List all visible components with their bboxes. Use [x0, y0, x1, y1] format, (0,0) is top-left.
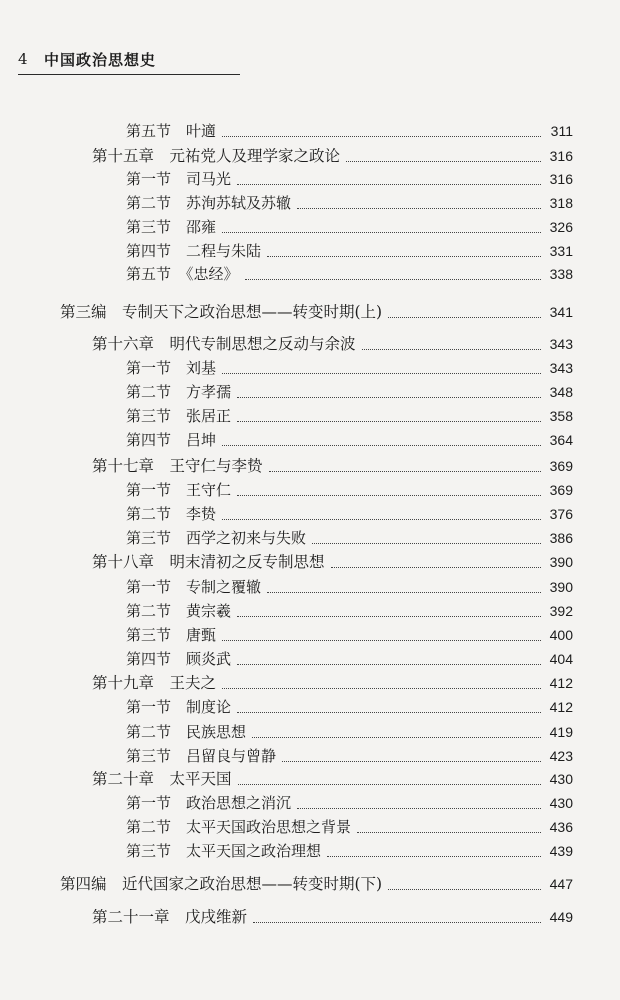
toc-entry-page: 358 — [549, 408, 573, 424]
toc-entry-label: 第四节 吕坤 — [126, 431, 217, 449]
dot-leader — [237, 184, 541, 185]
toc-entry-page: 316 — [549, 171, 573, 187]
toc-entry-page: 341 — [549, 304, 573, 320]
toc-entry-page: 376 — [549, 506, 573, 522]
dot-leader — [297, 208, 541, 209]
toc-entry-label: 第二节 黄宗羲 — [126, 602, 232, 620]
toc-entry-page: 338 — [549, 266, 573, 282]
book-title: 中国政治思想史 — [44, 51, 157, 69]
toc-entry-label: 第二节 方孝孺 — [126, 383, 232, 401]
toc-entry-page: 348 — [549, 384, 573, 400]
toc-section-entry — [126, 599, 573, 623]
toc-entry-label: 第三节 西学之初来与失败 — [126, 529, 307, 547]
toc-section-entry — [126, 167, 573, 191]
toc-entry-label: 第四节 二程与朱陆 — [126, 242, 262, 260]
dot-leader — [312, 543, 541, 544]
toc-chapter-entry — [92, 550, 573, 574]
toc-entry-page: 423 — [549, 748, 573, 764]
toc-entry-page: 364 — [549, 432, 573, 448]
dot-leader — [222, 232, 541, 233]
toc-section-entry — [126, 191, 573, 215]
toc-chapter-entry — [92, 671, 573, 695]
toc-part-entry — [60, 300, 573, 324]
toc-section-entry — [126, 815, 573, 839]
dot-leader — [222, 519, 541, 520]
dot-leader — [237, 495, 541, 496]
toc-chapter-entry — [92, 767, 573, 791]
toc-entry-page: 404 — [549, 651, 573, 667]
toc-section-entry — [126, 239, 573, 263]
toc-section-entry — [126, 647, 573, 671]
toc-entry-page: 436 — [549, 819, 573, 835]
dot-leader — [297, 808, 541, 809]
toc-entry-label: 第二节 苏洵苏轼及苏辙 — [126, 194, 292, 212]
running-header — [18, 46, 240, 75]
toc-entry-label: 第五节 《忠经》 — [126, 265, 239, 283]
dot-leader — [269, 471, 541, 472]
toc-entry-label: 第一节 专制之覆辙 — [126, 578, 262, 596]
toc-entry-label: 第十六章 明代专制思想之反动与余波 — [92, 335, 356, 353]
dot-leader — [282, 761, 541, 762]
toc-part-entry — [60, 872, 573, 896]
toc-entry-label: 第十五章 元祐党人及理学家之政论 — [92, 147, 341, 165]
dot-leader — [245, 279, 541, 280]
toc-entry-label: 第四节 顾炎武 — [126, 650, 232, 668]
toc-section-entry — [126, 262, 573, 286]
toc-section-entry — [126, 428, 573, 452]
toc-entry-page: 447 — [549, 876, 573, 892]
toc-entry-label: 第二十章 太平天国 — [92, 770, 232, 788]
toc-entry-page: 439 — [549, 843, 573, 859]
dot-leader — [222, 373, 541, 374]
toc-chapter-entry — [92, 332, 573, 356]
toc-section-entry — [126, 404, 573, 428]
toc-entry-label: 第三编 专制天下之政治思想——转变时期(上) — [60, 303, 383, 321]
toc-entry-page: 343 — [549, 336, 573, 352]
toc-entry-label: 第三节 太平天国之政治理想 — [126, 842, 322, 860]
dot-leader — [237, 712, 541, 713]
toc-entry-page: 390 — [549, 554, 573, 570]
toc-entry-label: 第三节 邵雍 — [126, 218, 217, 236]
toc-section-entry — [126, 380, 573, 404]
toc-entry-page: 326 — [549, 219, 573, 235]
dot-leader — [237, 421, 541, 422]
toc-section-entry — [126, 839, 573, 863]
toc-entry-page: 430 — [549, 771, 573, 787]
toc-section-entry — [126, 478, 573, 502]
toc-entry-label: 第十七章 王守仁与李贽 — [92, 457, 263, 475]
dot-leader — [237, 616, 541, 617]
toc-section-entry — [126, 575, 573, 599]
dot-leader — [267, 592, 541, 593]
dot-leader — [237, 664, 541, 665]
toc-entry-page: 390 — [549, 579, 573, 595]
toc-entry-label: 第一节 王守仁 — [126, 481, 232, 499]
toc-entry-label: 第二十一章 戊戌维新 — [92, 908, 248, 926]
toc-entry-page: 412 — [549, 675, 573, 691]
dot-leader — [362, 349, 541, 350]
toc-entry-page: 430 — [549, 795, 573, 811]
toc-entry-page: 316 — [549, 148, 573, 164]
toc-section-entry — [126, 502, 573, 526]
toc-entry-page: 343 — [549, 360, 573, 376]
toc-entry-label: 第十八章 明末清初之反专制思想 — [92, 553, 325, 571]
toc-chapter-entry — [92, 454, 573, 478]
toc-entry-page: 386 — [549, 530, 573, 546]
toc-section-entry — [126, 695, 573, 719]
page-number: 4 — [18, 50, 28, 68]
dot-leader — [388, 317, 541, 318]
toc-entry-page: 311 — [550, 123, 573, 139]
toc-section-entry — [126, 119, 573, 143]
dot-leader — [357, 832, 541, 833]
toc-entry-label: 第五节 叶適 — [126, 122, 217, 140]
toc-entry-page: 392 — [549, 603, 573, 619]
dot-leader — [222, 445, 541, 446]
dot-leader — [222, 688, 541, 689]
dot-leader — [222, 136, 541, 137]
toc-entry-page: 318 — [549, 195, 573, 211]
toc-entry-label: 第三节 吕留良与曾静 — [126, 747, 277, 765]
toc-entry-page: 449 — [549, 909, 573, 925]
dot-leader — [238, 784, 541, 785]
dot-leader — [253, 922, 541, 923]
toc-entry-label: 第三节 唐甄 — [126, 626, 217, 644]
dot-leader — [331, 567, 541, 568]
toc-section-entry — [126, 623, 573, 647]
toc-entry-label: 第一节 司马光 — [126, 170, 232, 188]
toc-section-entry — [126, 720, 573, 744]
toc-entry-page: 419 — [549, 724, 573, 740]
dot-leader — [327, 856, 541, 857]
toc-entry-label: 第二节 民族思想 — [126, 723, 247, 741]
toc-section-entry — [126, 356, 573, 380]
dot-leader — [252, 737, 541, 738]
toc-entry-label: 第四编 近代国家之政治思想——转变时期(下) — [60, 875, 383, 893]
toc-entry-page: 400 — [549, 627, 573, 643]
dot-leader — [388, 889, 541, 890]
toc-entry-label: 第一节 制度论 — [126, 698, 232, 716]
toc-section-entry — [126, 215, 573, 239]
toc-entry-label: 第一节 政治思想之消沉 — [126, 794, 292, 812]
toc-entry-label: 第二节 太平天国政治思想之背景 — [126, 818, 352, 836]
toc-section-entry — [126, 526, 573, 550]
dot-leader — [222, 640, 541, 641]
toc-entry-label: 第一节 刘基 — [126, 359, 217, 377]
toc-entry-page: 369 — [549, 482, 573, 498]
toc-entry-page: 369 — [549, 458, 573, 474]
toc-entry-label: 第十九章 王夫之 — [92, 674, 217, 692]
toc-entry-label: 第二节 李贽 — [126, 505, 217, 523]
toc-entry-page: 412 — [549, 699, 573, 715]
toc-entry-label: 第三节 张居正 — [126, 407, 232, 425]
toc-section-entry — [126, 744, 573, 768]
dot-leader — [267, 256, 541, 257]
toc-entry-page: 331 — [549, 243, 573, 259]
dot-leader — [346, 161, 541, 162]
toc-chapter-entry — [92, 144, 573, 168]
toc-section-entry — [126, 791, 573, 815]
toc-chapter-entry — [92, 905, 573, 929]
dot-leader — [237, 397, 541, 398]
